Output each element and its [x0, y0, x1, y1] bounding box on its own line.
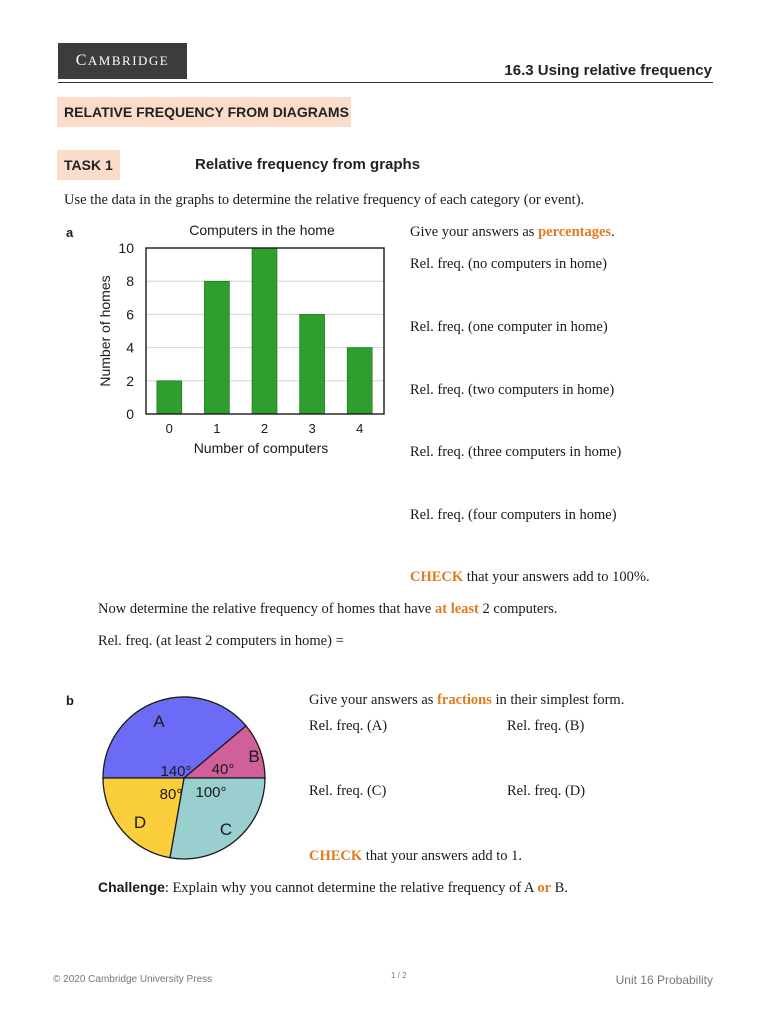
pie-label-D: D — [133, 813, 147, 832]
bar — [157, 381, 182, 414]
header-divider — [58, 82, 713, 83]
logo-rest: AMBRIDGE — [87, 53, 170, 68]
y-tick-label: 6 — [126, 306, 134, 323]
question-b-B: Rel. freq. (B) — [507, 718, 585, 734]
b-instruction-text: Give your answers as — [309, 692, 438, 708]
bar-chart — [90, 215, 400, 465]
challenge-text: : Explain why you cannot determine the relative frequency of A — [164, 880, 538, 896]
pie-angle-C: 100° — [195, 784, 227, 801]
copyright: © 2020 Cambridge University Press — [53, 974, 213, 985]
x-tick-label: 3 — [308, 421, 316, 436]
pie-angle-A: 140° — [160, 763, 192, 780]
y-tick-label: 0 — [126, 406, 134, 422]
check-word: CHECK — [410, 569, 464, 585]
page-section-title: 16.3 Using relative frequency — [504, 62, 712, 79]
check-b — [309, 848, 522, 865]
bar — [252, 248, 277, 414]
question-a1: Rel. freq. (one computer in home) — [410, 319, 608, 335]
at-least-highlight: at least — [435, 601, 479, 617]
bar — [300, 314, 325, 414]
task-title: Relative frequency from graphs — [195, 156, 421, 173]
y-tick-label: 4 — [126, 339, 134, 356]
question-a3: Rel. freq. (three computers in home) — [410, 444, 622, 460]
part-b-instruction — [309, 692, 624, 709]
x-axis-label: Number of computers — [193, 440, 329, 456]
logo-initial: C — [75, 52, 88, 69]
x-tick-label: 1 — [213, 421, 221, 436]
y-axis-label: Number of homes — [97, 275, 113, 387]
check-text: that your answers add to 100%. — [463, 569, 650, 585]
pie-label-B: B — [248, 747, 260, 766]
question-b-D: Rel. freq. (D) — [507, 783, 586, 799]
challenge-label: Challenge — [98, 879, 165, 895]
part-a-instruction — [410, 224, 615, 241]
unit-label: Unit 16 Probability — [615, 973, 713, 987]
pie-angle-B: 40° — [211, 761, 235, 778]
y-tick-label: 2 — [126, 372, 134, 389]
question-a4: Rel. freq. (four computers in home) — [410, 507, 617, 523]
pie-label-C: C — [219, 820, 233, 839]
check-a — [410, 569, 650, 586]
y-tick-label: 10 — [118, 240, 134, 256]
b-instruction-end: in their simplest form. — [491, 692, 625, 708]
section-heading: RELATIVE FREQUENCY FROM DIAGRAMS — [57, 97, 351, 127]
pie-label-A: A — [153, 712, 165, 731]
percentages-highlight: percentages — [538, 224, 612, 240]
task-intro: Use the data in the graphs to determine the relative frequency of each category (or event). — [64, 192, 585, 208]
chart-title: Computers in the home — [189, 222, 335, 238]
page-number: 1 / 2 — [391, 971, 407, 980]
question-a2: Rel. freq. (two computers in home) — [410, 382, 615, 398]
y-tick-label: 8 — [126, 273, 134, 290]
bar — [204, 281, 229, 414]
question-a0: Rel. freq. (no computers in home) — [410, 256, 607, 272]
at-least-instruction — [98, 601, 557, 618]
check-text-b: that your answers add to 1. — [362, 848, 523, 864]
challenge — [98, 879, 568, 897]
question-b-C: Rel. freq. (C) — [309, 783, 387, 799]
check-word-b: CHECK — [309, 848, 363, 864]
at-least-question: Rel. freq. (at least 2 computers in home) = — [98, 633, 344, 649]
challenge-end: B. — [551, 880, 568, 896]
cambridge-logo — [58, 43, 187, 79]
bar — [347, 348, 372, 414]
instruction-end: . — [611, 224, 615, 240]
part-b-label: b — [66, 693, 74, 708]
part-a-label: a — [66, 225, 74, 240]
now-end: 2 computers. — [478, 601, 558, 617]
x-tick-label: 2 — [260, 421, 269, 436]
question-b-A: Rel. freq. (A) — [309, 718, 388, 734]
instruction-text: Give your answers as — [410, 224, 539, 240]
or-highlight: or — [537, 880, 552, 896]
pie-angle-D: 80° — [159, 786, 183, 803]
x-tick-label: 4 — [356, 421, 364, 436]
now-text: Now determine the relative frequency of homes that have — [98, 601, 435, 617]
task-label: TASK 1 — [57, 150, 120, 180]
x-tick-label: 0 — [165, 421, 173, 436]
fractions-highlight: fractions — [437, 692, 492, 708]
pie-chart — [95, 693, 285, 865]
